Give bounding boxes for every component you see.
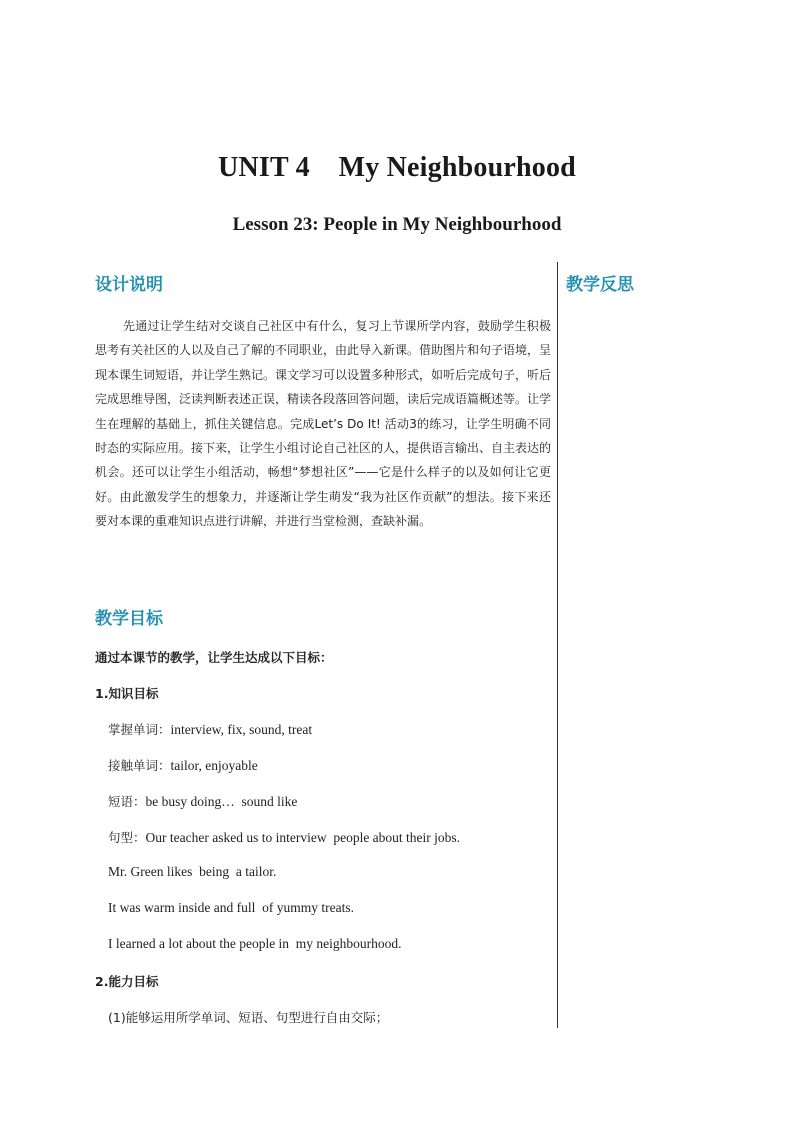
- design-notes-paragraph: 先通过让学生结对交谈自己社区中有什么，复习上节课所学内容，鼓励学生积极思考有关社区的人以及自己了解的不同职业，由此导入新课。借助图片和句子语境，呈现本课生词短语，并让学生熟记。课文学习可以设置多种形式，如听后完成句子，听后完成思维导图，泛读判断表述正误，精读各段落回答问题，读后完成语篇概述等。让学生在理解的基础上，抓住关键信息。完成Let’s Do It! 活动3的练习，让学生明确不同时态的实际应用。接下来，让学生小组讨论自己社区的人，提供语言输出、自主表达的机会。还可以让学生小组活动，畅想“梦想社区”——它是什么样子的以及如何让它更好。由此激发学生的想象力，并逐渐让学生萌发“我为社区作贡献”的想法。接下来还要对本课的重难知识点进行讲解，并进行当堂检测，查缺补漏。: [95, 319, 552, 529]
- ability-goal-1: (1)能够运用所学单词、短语、句型进行自由交际；: [108, 1010, 389, 1025]
- contact-words: tailor, enjoyable: [170, 758, 258, 773]
- sentence-3: It was warm inside and full of yummy treats.: [108, 900, 354, 915]
- design-notes-heading: 设计说明: [95, 275, 163, 295]
- master-words: interview, fix, sound, treat: [170, 722, 313, 737]
- master-words-label: 掌握单词：: [108, 722, 171, 737]
- sentence-4: I learned a lot about the people in my neighbourhood.: [108, 936, 402, 951]
- contact-words-line: [108, 756, 258, 774]
- phrases-line: [108, 792, 297, 810]
- knowledge-goals-heading: 1.知识目标: [95, 686, 159, 701]
- phrases: be busy doing… sound like: [145, 794, 298, 809]
- lesson-title: Lesson 23: People in My Neighbourhood: [232, 214, 562, 235]
- ability-goals-heading: 2.能力目标: [95, 974, 159, 989]
- unit-title: UNIT 4 My Neighbourhood: [218, 152, 576, 183]
- teaching-goals-heading: 教学目标: [95, 609, 163, 629]
- contact-words-label: 接触单词：: [108, 758, 171, 773]
- sentences-label: 句型：: [108, 830, 146, 845]
- sentence-2: Mr. Green likes being a tailor.: [108, 864, 277, 879]
- goals-intro: 通过本课节的教学，让学生达成以下目标：: [95, 650, 333, 665]
- column-divider: [557, 262, 558, 1028]
- sentences-line: [108, 828, 460, 846]
- phrases-label: 短语：: [108, 794, 146, 809]
- sentence-1: Our teacher asked us to interview people about their jobs.: [145, 830, 461, 845]
- master-words-line: [108, 720, 312, 738]
- teaching-reflection-heading: 教学反思: [566, 275, 634, 295]
